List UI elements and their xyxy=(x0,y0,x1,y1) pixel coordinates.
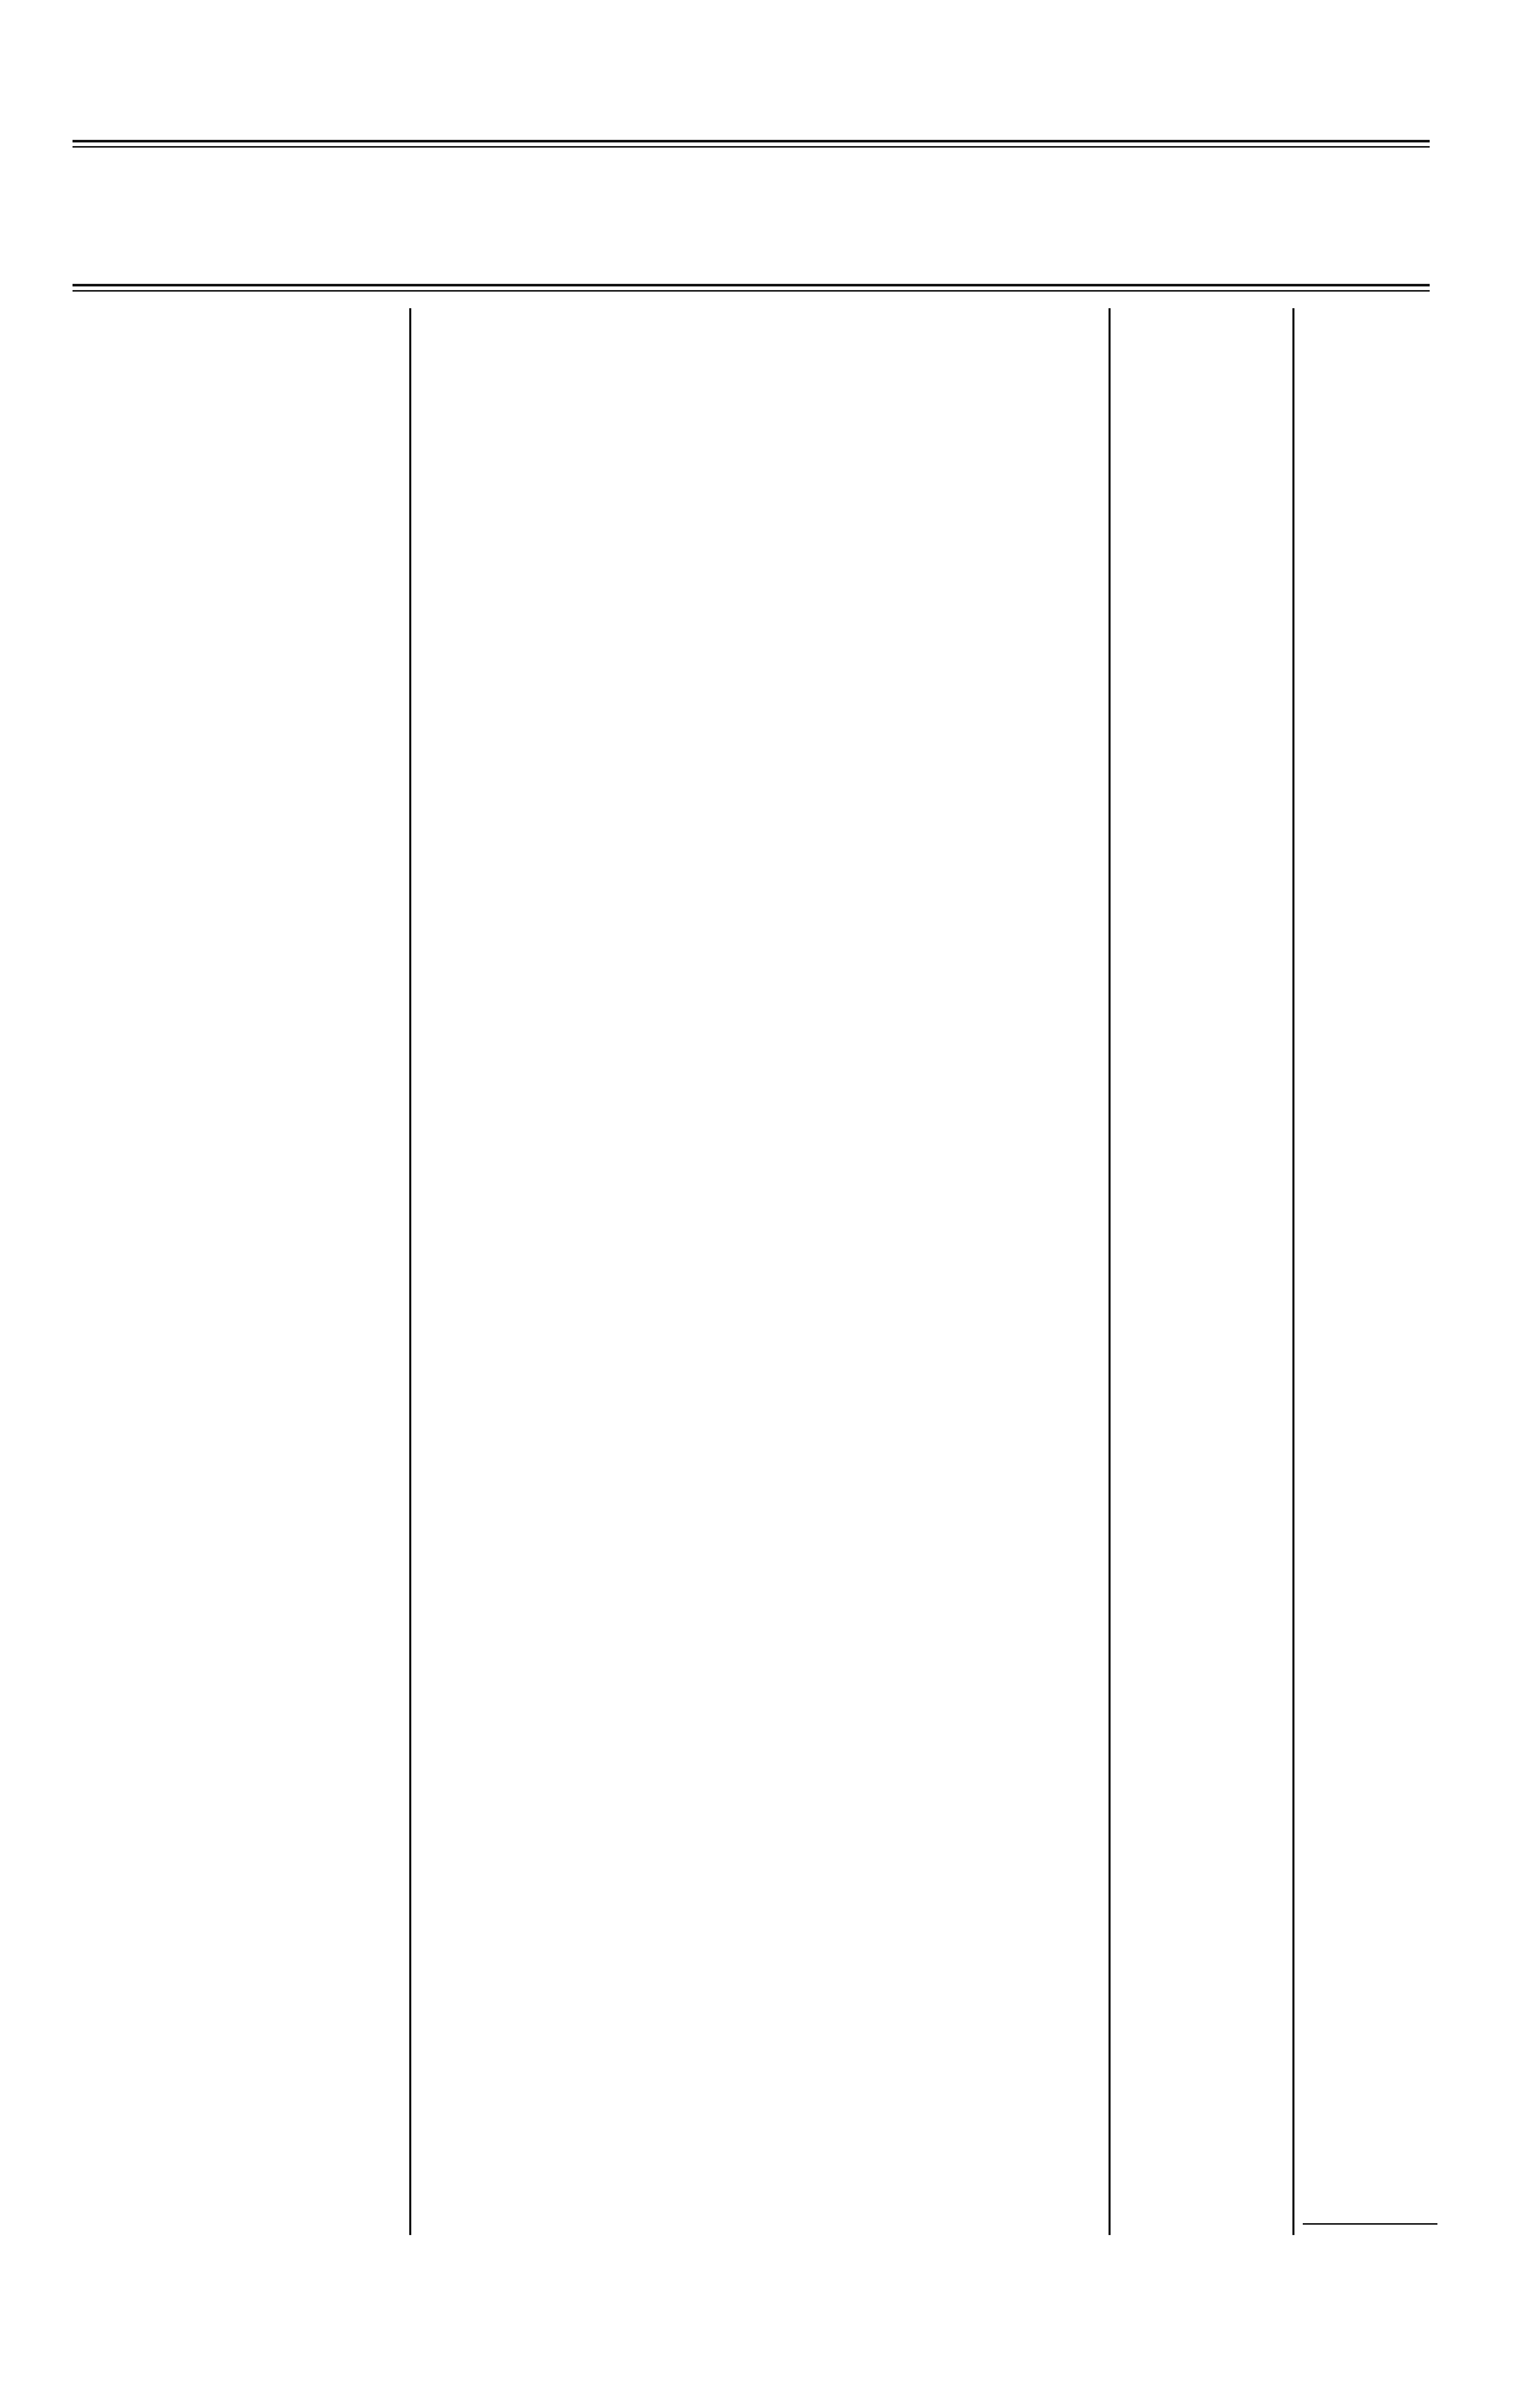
header-rule-thin xyxy=(73,146,1430,148)
title-rule-thin xyxy=(73,290,1430,292)
footer-rule xyxy=(1303,2223,1437,2225)
header-rule xyxy=(73,140,1430,142)
footer-row xyxy=(0,2227,1540,2258)
title-rule xyxy=(73,284,1430,286)
total-column-line xyxy=(1292,308,1294,2235)
page-title xyxy=(52,184,1450,234)
amount-column-line xyxy=(1109,308,1111,2235)
name-column-line xyxy=(409,308,411,2235)
